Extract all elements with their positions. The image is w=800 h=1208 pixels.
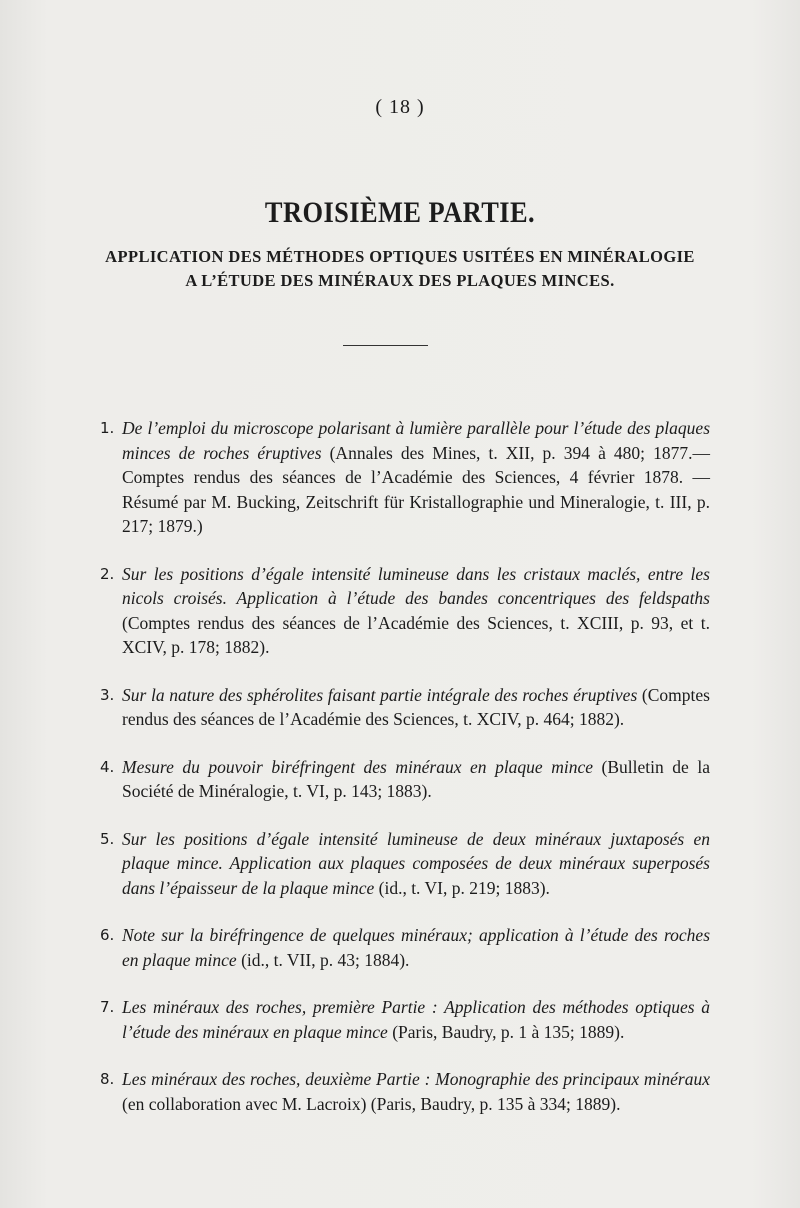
publication-item	[100, 1067, 710, 1116]
item-title: Note sur la biréfringence de quelques minéraux; application à l’étude des roches en plaque mince	[122, 925, 710, 970]
publication-item	[100, 755, 710, 804]
item-number: 5.	[100, 829, 115, 848]
item-reference: (id., t. VII, p. 43; 1884).	[236, 949, 410, 970]
item-number: 1.	[100, 419, 115, 437]
item-title: Sur les positions d’égale intensité lumineuse de deux minéraux juxtaposés en plaque mince. Application aux plaques composées de deux minéraux superposés dans l’épaisseur de la plaque mince	[122, 828, 710, 898]
publication-list	[100, 416, 710, 1139]
publication-item	[100, 995, 710, 1044]
item-number: 3.	[100, 685, 115, 704]
publication-item	[100, 827, 710, 901]
page-number: ( 18 )	[375, 96, 425, 118]
part-title: TROISIÈME PARTIE.	[264, 196, 536, 229]
item-number: 8.	[100, 1070, 115, 1088]
item-number: 4.	[100, 757, 115, 776]
item-reference: (id., t. VI, p. 219; 1883).	[374, 877, 550, 898]
publication-item	[100, 416, 710, 539]
item-title: Les minéraux des roches, deuxième Partie : Monographie des principaux minéraux	[122, 1069, 710, 1089]
publication-item	[100, 683, 710, 732]
item-title: Sur la nature des sphérolites faisant partie intégrale des roches éruptives	[122, 684, 638, 705]
subtitle-line-1: APPLICATION DES MÉTHODES OPTIQUES USITÉES EN MINÉRALOGIE	[105, 247, 695, 266]
item-number: 6.	[100, 926, 115, 944]
publication-item	[100, 923, 710, 972]
divider-rule	[343, 345, 428, 346]
item-number: 2.	[100, 564, 115, 583]
section-subtitle	[60, 245, 740, 293]
item-reference: (Comptes rendus des séances de l’Académie des Sciences, t. XCIV, p. 464; 1882).	[122, 684, 710, 729]
item-title: Mesure du pouvoir biréfringent des minéraux en plaque mince	[122, 756, 594, 777]
item-reference: (Annales des Mines, t. XII, p. 394 à 480; 1877.— Comptes rendus des séances de l’Académie des Sciences, 4 février 1878. — Résumé par M. Bucking, Zeitschrift für Kristallographie und Mineralogie, t. III, p. 217; 1879.)	[122, 442, 710, 536]
publication-item	[100, 562, 710, 660]
item-reference: (en collaboration avec M. Lacroix) (Paris, Baudry, p. 135 à 334; 1889).	[122, 1093, 621, 1114]
item-title: Sur les positions d’égale intensité lumineuse dans les cristaux maclés, entre les nicols croisés. Application à l’étude des bandes concentriques des feldspaths	[122, 563, 710, 608]
subtitle-line-2: A L’ÉTUDE DES MINÉRAUX DES PLAQUES MINCES.	[185, 271, 615, 290]
item-number: 7.	[100, 998, 115, 1016]
item-title: De l’emploi du microscope polarisant à lumière parallèle pour l’étude des plaques minces de roches éruptives	[122, 418, 710, 463]
item-reference: (Bulletin de la Société de Minéralogie, t. VI, p. 143; 1883).	[122, 756, 710, 801]
item-title: Les minéraux des roches, première Partie : Application des méthodes optiques à l’étude des minéraux en plaque mince	[122, 997, 710, 1042]
item-reference: (Paris, Baudry, p. 1 à 135; 1889).	[387, 1021, 625, 1042]
item-reference: (Comptes rendus des séances de l’Académie des Sciences, t. XCIII, p. 93, et t. XCIV, p. 178; 1882).	[122, 612, 710, 657]
